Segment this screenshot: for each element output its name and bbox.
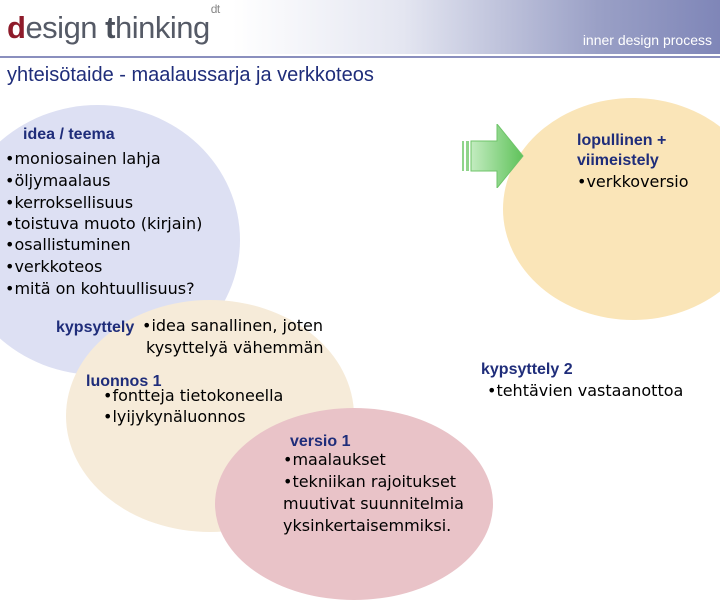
luonnos-item: •lyijykynäluonnos xyxy=(103,407,246,426)
kypsyttely-2-item: •tehtävien vastaanottoa xyxy=(487,381,684,400)
final-label: lopullinen + xyxy=(577,132,667,149)
right-arrow-icon xyxy=(462,124,524,188)
kypsyttely-text: kysyttelyä vähemmän xyxy=(146,338,324,357)
idea-item: •toistuva muoto (kirjain) xyxy=(5,214,203,233)
kypsyttely-2-label: kypsyttely 2 xyxy=(481,361,573,378)
idea-item: •öljymaalaus xyxy=(5,171,111,190)
luonnos-label: luonnos 1 xyxy=(86,373,162,390)
final-label: viimeistely xyxy=(577,152,659,169)
kypsyttely-text: •idea sanallinen, joten xyxy=(142,316,323,335)
page-title: yhteisötaide - maalaussarja ja verkkoteos xyxy=(7,64,374,86)
versio-item: muutivat suunnitelmia xyxy=(283,494,464,513)
header-bar xyxy=(0,0,720,56)
kypsyttely-label: kypsyttely xyxy=(56,319,135,336)
versio-item: yksinkertaisemmiksi. xyxy=(283,516,452,535)
idea-item: •kerroksellisuus xyxy=(5,193,134,212)
header-divider xyxy=(0,56,720,58)
final-item: •verkkoversio xyxy=(577,172,689,191)
versio-item: •maalaukset xyxy=(283,450,386,469)
header-tagline: inner design process xyxy=(582,32,712,48)
idea-item: •osallistuminen xyxy=(5,235,131,254)
idea-item: •moniosainen lahja xyxy=(5,149,161,168)
luonnos-item: •fontteja tietokoneella xyxy=(103,386,284,405)
idea-label: idea / teema xyxy=(23,126,115,143)
versio-item: •tekniikan rajoitukset xyxy=(283,472,457,491)
idea-item: •mitä on kohtuullisuus? xyxy=(5,279,195,298)
idea-item: •verkkoteos xyxy=(5,257,103,276)
versio-label: versio 1 xyxy=(290,433,351,450)
design-thinking-logo: design thinking$^{dt}$ xyxy=(7,1,220,45)
